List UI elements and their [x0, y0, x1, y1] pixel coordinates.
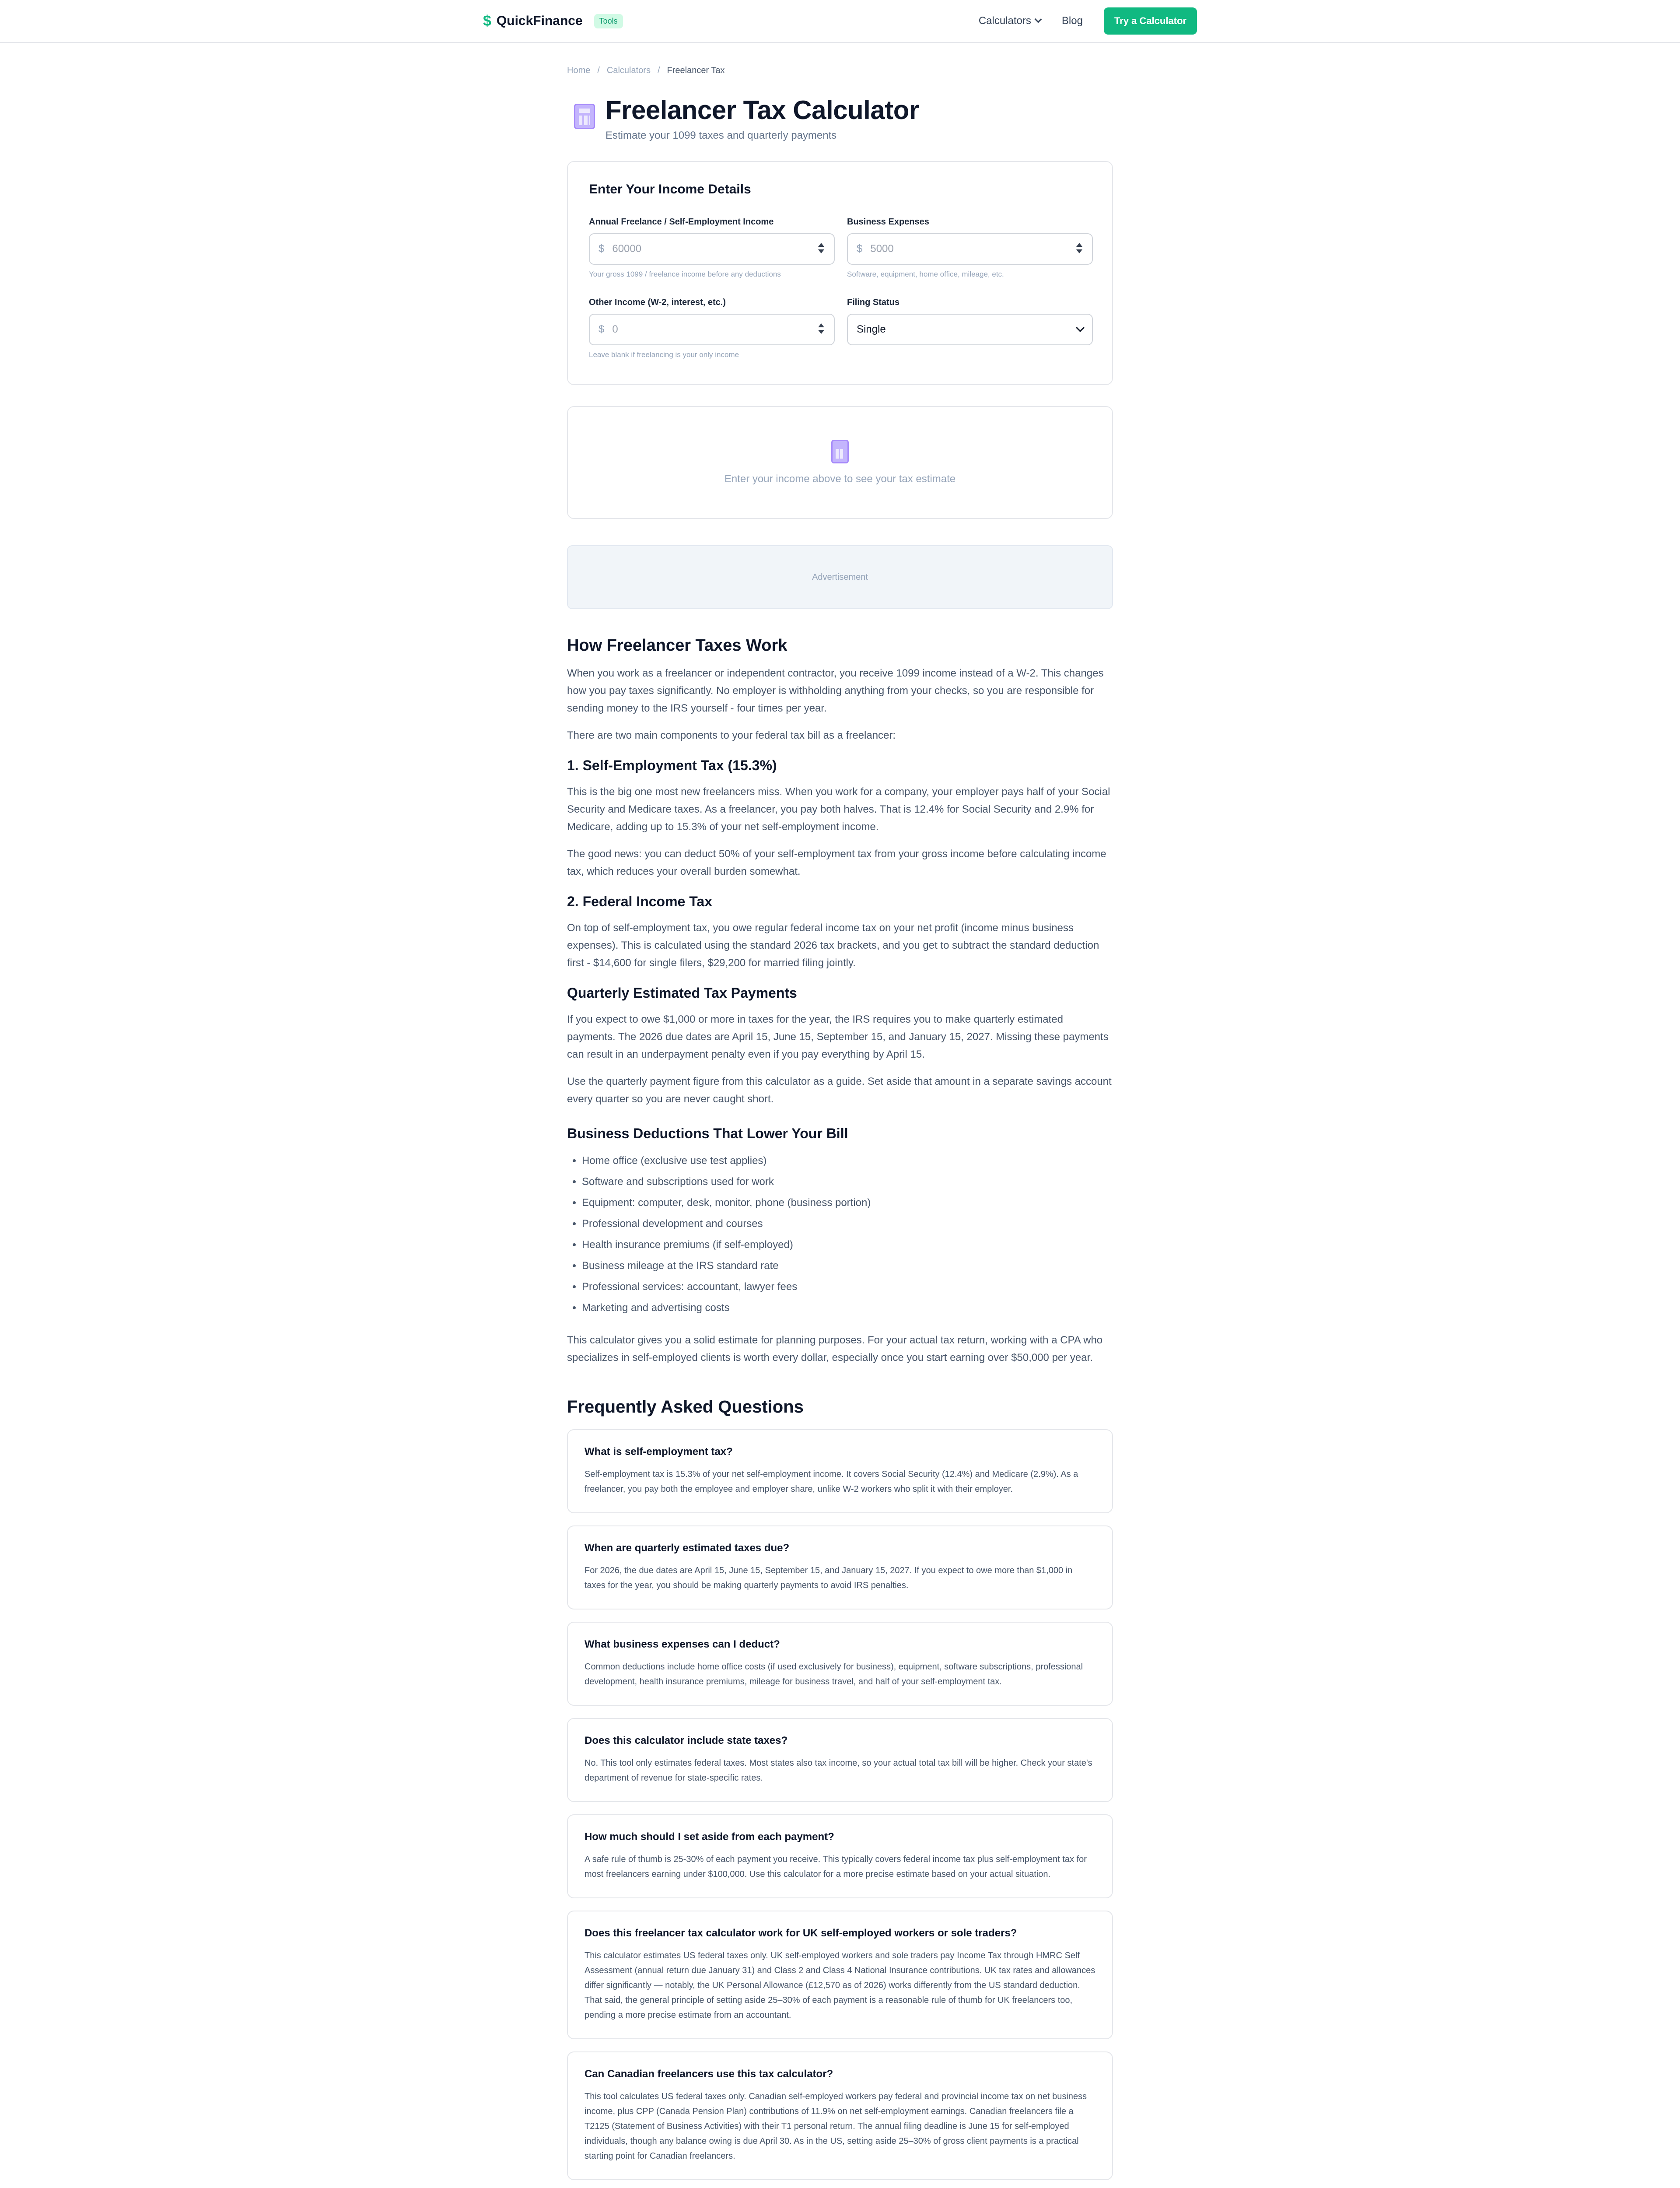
faq-question: Does this calculator include state taxes? [584, 1735, 788, 1746]
breadcrumb [567, 66, 1113, 76]
other-income-label: Other Income (W-2, interest, etc.) [589, 298, 726, 307]
dollar-icon: $ [483, 12, 491, 29]
list-item: • Software and subscriptions used for work [582, 1171, 1113, 1192]
main-content [567, 66, 1113, 2188]
other-income-input[interactable] [589, 314, 835, 345]
breadcrumb-calculators[interactable]: Calculators [606, 66, 651, 75]
section-heading: Business Deductions That Lower Your Bill [567, 1126, 848, 1141]
income-input[interactable] [589, 233, 835, 265]
faq-answer: Self-employment tax is 15.3% of your net self-employment income. It covers Social Security (12.4%) and Medicare (2.9%). As a freelancer, you pay both the employee and employer share, unlike W-2 workers who split it with their employer. [584, 1469, 1078, 1494]
other-income-placeholder: 0 [612, 323, 618, 335]
faq-item [567, 1911, 1113, 2039]
faq-item [567, 1525, 1113, 1609]
list-item: • Equipment: computer, desk, monitor, phone (business portion) [582, 1192, 1113, 1213]
breadcrumb-current: Freelancer Tax [667, 66, 725, 75]
article [567, 636, 1113, 1367]
faq-question: Can Canadian freelancers use this tax calculator? [584, 2068, 833, 2080]
faq-question: How much should I set aside from each payment? [584, 1831, 834, 1843]
income-placeholder: 60000 [612, 243, 642, 255]
faq-question: What business expenses can I deduct? [584, 1638, 780, 1650]
article-paragraph: This is the big one most new freelancers miss. When you work for a company, your employer pays half of your Social Security and Medicare taxes. As a freelancer, you pay both halves. That is 12.4% for Social Security and 2.9% for Medicare, adding up to 15.3% of your net self-employment income. [567, 786, 1110, 833]
form-title: Enter Your Income Details [589, 182, 751, 196]
breadcrumb-separator: / [597, 66, 600, 75]
list-item: • Health insurance premiums (if self-employed) [582, 1234, 1113, 1255]
faq-answer: No. This tool only estimates federal taxes. Most states also tax income, so your actual total tax bill will be higher. Check your state's department of revenue for state-specific rates. [584, 1758, 1092, 1783]
expenses-placeholder: 5000 [870, 243, 894, 255]
chevron-down-icon [1076, 323, 1085, 332]
filing-status-field [847, 298, 1093, 345]
expenses-input[interactable] [847, 233, 1093, 265]
filing-status-select[interactable] [847, 314, 1093, 345]
faq-answer: Common deductions include home office costs (if used exclusively for business), equipment, software subscriptions, professional development, health insurance premiums, mileage for business travel, and half of your self-employment tax. [584, 1662, 1083, 1687]
faq-question: What is self-employment tax? [584, 1446, 733, 1458]
faq-heading: Frequently Asked Questions [567, 1397, 804, 1417]
calculator-icon [831, 440, 849, 463]
brand-logo[interactable] [483, 13, 623, 30]
calculator-icon [574, 104, 595, 129]
chevron-down-icon [1034, 16, 1042, 23]
top-nav [0, 0, 1680, 43]
currency-symbol: $ [598, 323, 605, 335]
expenses-label: Business Expenses [847, 217, 929, 227]
faq-question: When are quarterly estimated taxes due? [584, 1542, 790, 1554]
article-paragraph: Use the quarterly payment figure from this calculator as a guide. Set aside that amount in a separate savings account every quarter so you are never caught short. [567, 1076, 1112, 1105]
faq-item [567, 1718, 1113, 1802]
income-form-card [567, 161, 1113, 385]
list-item: • Business mileage at the IRS standard rate [582, 1255, 1113, 1276]
income-label: Annual Freelance / Self-Employment Income [589, 217, 774, 227]
article-paragraph: If you expect to owe $1,000 or more in taxes for the year, the IRS requires you to make quarterly estimated payments. The 2026 due dates are April 15, June 15, September 15, and January 15, 2027. Missing these payments can result in an underpayment penalty even if you pay everything by April 15. [567, 1013, 1109, 1060]
calculators-menu[interactable] [979, 15, 1041, 27]
other-income-help: Leave blank if freelancing is your only income [589, 351, 739, 359]
filing-status-value: Single [857, 323, 886, 335]
currency-symbol: $ [857, 243, 863, 255]
list-item: • Professional services: accountant, lawyer fees [582, 1276, 1113, 1297]
section-heading: 2. Federal Income Tax [567, 894, 712, 909]
list-item: • Home office (exclusive use test applies) [582, 1150, 1113, 1171]
faq-answer: For 2026, the due dates are April 15, June 15, September 15, and January 15, 2027. If you expect to owe more than $1,000 in taxes for the year, you should be making quarterly payments to avoid IRS penalties. [584, 1566, 1073, 1590]
page-subtitle: Estimate your 1099 taxes and quarterly payments [606, 130, 837, 141]
article-paragraph: This calculator gives you a solid estimate for planning purposes. For your actual tax return, working with a CPA who specializes in self-employed clients is worth every dollar, especially once you start earning over $50,000 per year. [567, 1334, 1103, 1364]
section-heading: Quarterly Estimated Tax Payments [567, 985, 797, 1001]
filing-status-label: Filing Status [847, 298, 900, 307]
faq-item [567, 2051, 1113, 2180]
breadcrumb-home[interactable]: Home [567, 66, 591, 75]
page-header [567, 95, 1113, 142]
article-paragraph: There are two main components to your federal tax bill as a freelancer: [567, 729, 896, 741]
section-heading: 1. Self-Employment Tax (15.3%) [567, 757, 777, 773]
faq-item [567, 1429, 1113, 1513]
number-stepper-icon[interactable] [818, 323, 824, 334]
faq-answer: This tool calculates US federal taxes only. Canadian self-employed workers pay federal and provincial income tax on net business income, plus CPP (Canada Pension Plan) contributions of 11.9% on net self-employment earnings. Canadian freelancers file a T2125 (Statement of Business Activities) with their T1 personal return. The annual filing deadline is June 15 for self-employed individuals, though any balance owing is due April 30. As in the US, setting aside 25–30% of gross client payments is a practical starting point for Canadian freelancers. [584, 2092, 1087, 2161]
article-heading: How Freelancer Taxes Work [567, 636, 788, 655]
expenses-field [847, 217, 1093, 279]
faq-item [567, 1814, 1113, 1898]
deductions-list [567, 1150, 1113, 1318]
income-field [589, 217, 835, 279]
brand-name: QuickFinance [496, 14, 583, 28]
number-stepper-icon[interactable] [818, 243, 824, 253]
calculators-menu-label: Calculators [978, 15, 1031, 27]
advertisement: Advertisement [567, 545, 1113, 609]
article-paragraph: On top of self-employment tax, you owe regular federal income tax on your net profit (income minus business expenses). This is calculated using the standard 2026 tax brackets, and you get to subtract the standard deduction first - $14,600 for single filers, $29,200 for married filing jointly. [567, 922, 1099, 969]
try-calculator-button[interactable]: Try a Calculator [1104, 7, 1197, 35]
expenses-help: Software, equipment, home office, mileage, etc. [847, 270, 1004, 278]
breadcrumb-separator: / [657, 66, 660, 75]
list-item: • Professional development and courses [582, 1213, 1113, 1234]
faq-answer: A safe rule of thumb is 25-30% of each payment you receive. This typically covers federal income tax plus self-employment tax for most freelancers earning under $100,000. Use this calculator for a more precise estimate based on your actual situation. [584, 1855, 1087, 1879]
nav-blog-link[interactable]: Blog [1061, 15, 1083, 27]
page-title: Freelancer Tax Calculator [606, 95, 919, 125]
faq-question: Does this freelancer tax calculator work for UK self-employed workers or sole traders? [584, 1927, 1017, 1939]
list-item: • Marketing and advertising costs [582, 1297, 1113, 1318]
faq-item [567, 1622, 1113, 1706]
faq-answer: This calculator estimates US federal taxes only. UK self-employed workers and sole traders pay Income Tax through HMRC Self Assessment (annual return due January 31) and Class 2 and Class 4 National Insurance contributions. UK tax rates and allowances differ significantly — notably, the UK Personal Allowance (£12,570 as of 2026) works differently from the US standard deduction. That said, the general principle of setting aside 25–30% of each payment is a reasonable rule of thumb for UK freelancers too, pending a more precise estimate from an accountant. [584, 1951, 1096, 2020]
currency-symbol: $ [598, 243, 605, 255]
brand-badge: Tools [594, 14, 623, 28]
article-paragraph: The good news: you can deduct 50% of your self-employment tax from your gross income before calculating income tax, which reduces your overall burden somewhat. [567, 848, 1106, 877]
number-stepper-icon[interactable] [1076, 243, 1082, 253]
result-card [567, 406, 1113, 519]
article-paragraph: When you work as a freelancer or independent contractor, you receive 1099 income instead of a W-2. This changes how you pay taxes significantly. No employer is withholding anything from your checks, so you are responsible for sending money to the IRS yourself - four times per year. [567, 667, 1104, 714]
income-help: Your gross 1099 / freelance income before any deductions [589, 270, 781, 278]
other-income-field [589, 298, 835, 359]
result-empty-text: Enter your income above to see your tax estimate [724, 473, 956, 485]
